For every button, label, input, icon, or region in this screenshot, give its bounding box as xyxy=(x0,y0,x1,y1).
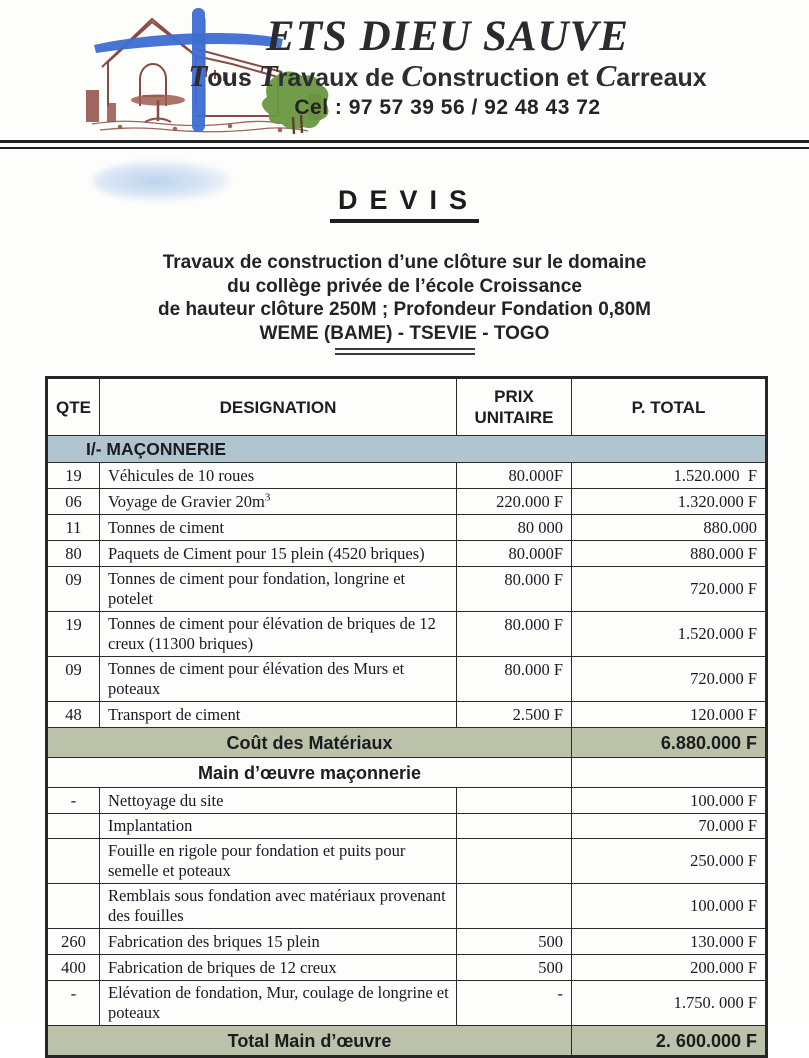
table-row xyxy=(47,758,767,788)
p-total-cell: 1.520.000 F xyxy=(572,463,767,489)
p-total-cell: 1.750. 000 F xyxy=(572,981,767,1026)
subsection-label: Main d’œuvre maçonnerie xyxy=(47,758,572,788)
prix-unitaire-cell: - xyxy=(457,981,572,1026)
table-row xyxy=(47,839,767,884)
qte-cell xyxy=(47,814,100,839)
tagline-fancy-capital: C xyxy=(595,58,617,93)
title-zone xyxy=(0,149,809,355)
superscript: 3 xyxy=(264,491,271,503)
table-row xyxy=(47,884,767,929)
empty-cell xyxy=(572,758,767,788)
p-total-cell: 880.000 F xyxy=(572,541,767,567)
logo-pillar xyxy=(86,90,99,122)
prix-unitaire-cell: 80.000 F xyxy=(457,657,572,702)
p-total-cell: 720.000 F xyxy=(572,657,767,702)
description-underline xyxy=(335,348,475,355)
qte-cell: 80 xyxy=(47,541,100,567)
designation-cell: Tonnes de ciment xyxy=(100,515,457,541)
prix-unitaire-cell: 500 xyxy=(457,955,572,981)
header-divider-rule xyxy=(0,140,809,149)
tagline-fancy-capital: C xyxy=(401,58,422,93)
prix-unitaire-cell: 80.000 F xyxy=(457,612,572,657)
description-line: Travaux de construction d’une clôture sur le domaine xyxy=(162,252,647,273)
qte-cell: 400 xyxy=(47,955,100,981)
prix-unitaire-cell xyxy=(457,788,572,814)
tagline-fancy-capital: T xyxy=(258,58,278,93)
subtotal-value: 6.880.000 F xyxy=(572,728,767,758)
table-row xyxy=(47,728,767,758)
qte-cell: 48 xyxy=(47,702,100,728)
qte-cell: 09 xyxy=(47,567,100,612)
designation-cell: Tonnes de ciment pour élévation des Murs et poteaux xyxy=(100,657,457,702)
prix-unitaire-cell xyxy=(457,814,572,839)
p-total-cell: 100.000 F xyxy=(572,788,767,814)
p-total-cell: 70.000 F xyxy=(572,814,767,839)
table-row xyxy=(47,955,767,981)
designation-cell: Elévation de fondation, Mur, coulage de longrine et poteaux xyxy=(100,981,457,1026)
description-line: du collège privée de l’école Croissance xyxy=(227,275,582,297)
table-row xyxy=(47,788,767,814)
company-name: ETS DIEU SAUVE xyxy=(266,13,629,60)
tagline-text: ous xyxy=(207,64,259,92)
p-total-cell: 200.000 F xyxy=(572,955,767,981)
p-total-cell: 250.000 F xyxy=(572,839,767,884)
prix-unitaire-cell xyxy=(457,884,572,929)
section-label: I/- MAÇONNERIE xyxy=(47,436,767,463)
column-header: QTE xyxy=(47,378,100,436)
table-row xyxy=(47,657,767,702)
designation-cell: Transport de ciment xyxy=(100,702,457,728)
table-row xyxy=(47,702,767,728)
prix-unitaire-cell: 220.000 F xyxy=(457,489,572,515)
designation-cell: Fabrication des briques 15 plein xyxy=(100,929,457,955)
description-line: de hauteur clôture 250M ; Profondeur Fondation 0,80M xyxy=(158,299,651,320)
tagline-text: onstruction et xyxy=(422,64,596,92)
designation-cell: Paquets de Ciment pour 15 plein (4520 briques) xyxy=(100,541,457,567)
qte-cell: 19 xyxy=(47,612,100,657)
designation-cell: Remblais sous fondation avec matériaux provenant des fouilles xyxy=(100,884,457,929)
letterhead-text xyxy=(155,14,740,120)
p-total-cell: 120.000 F xyxy=(572,702,767,728)
prix-unitaire-cell xyxy=(457,839,572,884)
designation-cell: Voyage de Gravier $20m^3$ xyxy=(100,489,457,515)
table-row xyxy=(47,567,767,612)
prix-unitaire-cell: 80 000 xyxy=(457,515,572,541)
tagline-text: ravaux de xyxy=(277,64,402,92)
table-body xyxy=(47,436,767,1057)
qte-cell: 260 xyxy=(47,929,100,955)
qte-cell: 09 xyxy=(47,657,100,702)
table-row xyxy=(47,981,767,1026)
subtotal-label: Coût des Matériaux xyxy=(47,728,572,758)
prix-unitaire-cell: 80.000F xyxy=(457,463,572,489)
table-row xyxy=(47,515,767,541)
table-row xyxy=(47,929,767,955)
prix-unitaire-cell: 80.000 F xyxy=(457,567,572,612)
document-title: DEVIS xyxy=(330,185,479,223)
letterhead xyxy=(0,0,809,140)
table-row xyxy=(47,541,767,567)
table-row xyxy=(47,436,767,463)
p-total-cell: 130.000 F xyxy=(572,929,767,955)
designation-cell: Fabrication de briques de 12 creux xyxy=(100,955,457,981)
designation-cell: Tonnes de ciment pour fondation, longrine et potelet xyxy=(100,567,457,612)
p-total-cell: 720.000 F xyxy=(572,567,767,612)
tagline-text: arreaux xyxy=(616,64,707,92)
tagline-fancy-capital: T xyxy=(188,58,208,93)
p-total-cell: 1.320.000 F xyxy=(572,489,767,515)
column-header: P. TOTAL xyxy=(572,378,767,436)
p-total-cell: 880.000 xyxy=(572,515,767,541)
p-total-cell: 1.520.000 F xyxy=(572,612,767,657)
table-row xyxy=(47,463,767,489)
prix-unitaire-cell: 2.500 F xyxy=(457,702,572,728)
qte-cell xyxy=(47,884,100,929)
description-line: WEME (BAME) - TSEVIE - TOGO xyxy=(259,322,550,344)
designation-cell: Tonnes de ciment pour élévation de briques de 12 creux (11300 briques) xyxy=(100,612,457,657)
prix-unitaire-cell: 500 xyxy=(457,929,572,955)
qte-cell: - xyxy=(47,788,100,814)
quote-table xyxy=(45,376,768,1058)
company-tagline xyxy=(155,58,740,93)
column-header: DESIGNATION xyxy=(100,378,457,436)
subtotal-label: Total Main d’œuvre xyxy=(47,1026,572,1057)
p-total-cell: 100.000 F xyxy=(572,884,767,929)
table-row xyxy=(47,612,767,657)
project-description xyxy=(0,251,809,345)
designation-cell: Véhicules de 10 roues xyxy=(100,463,457,489)
table-row xyxy=(47,489,767,515)
blue-ink-smudge xyxy=(93,161,231,201)
column-header: PRIX UNITAIRE xyxy=(457,378,572,436)
phone-numbers: Cel : 97 57 39 56 / 92 48 43 72 xyxy=(294,96,601,119)
subtotal-value: 2. 600.000 F xyxy=(572,1026,767,1057)
designation-cell: Implantation xyxy=(100,814,457,839)
designation-cell: Nettoyage du site xyxy=(100,788,457,814)
table-header-row xyxy=(47,378,767,436)
qte-cell: 06 xyxy=(47,489,100,515)
qte-cell: - xyxy=(47,981,100,1026)
qte-cell: 19 xyxy=(47,463,100,489)
table-row xyxy=(47,814,767,839)
prix-unitaire-cell: 80.000F xyxy=(457,541,572,567)
qte-cell: 11 xyxy=(47,515,100,541)
designation-cell: Fouille en rigole pour fondation et puits pour semelle et poteaux xyxy=(100,839,457,884)
qte-cell xyxy=(47,839,100,884)
table-row xyxy=(47,1026,767,1057)
